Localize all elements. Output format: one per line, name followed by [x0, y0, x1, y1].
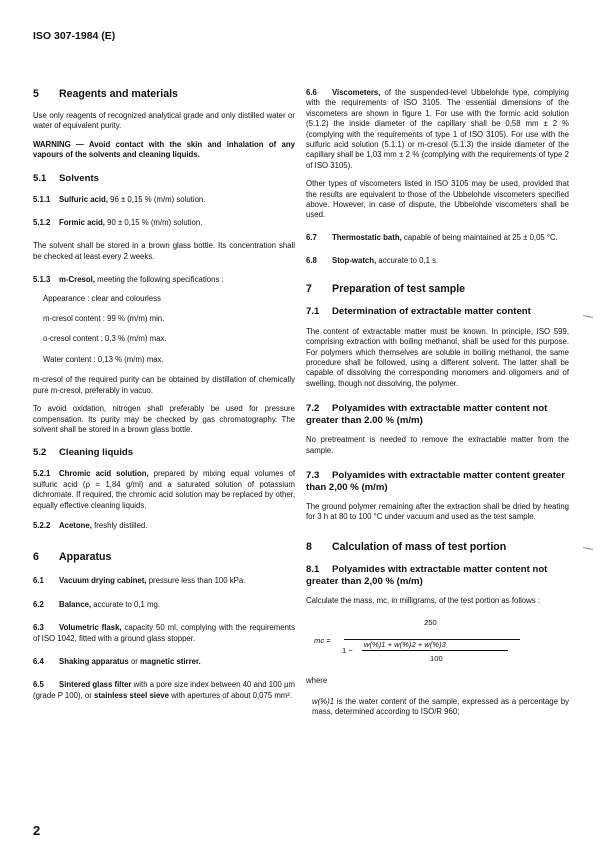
- clause-6-6-note: Other types of viscometers listed in ISO 3105 may be used, provided that the results are equivalent to those of the Ubbelohde viscometers specified above. However, in case of dispute, the Ubbelohde viscometers shall be used.: [306, 179, 569, 220]
- section-7-3-heading: 7.3 Polyamides with extractable matter content greater than 2,00 % (m/m): [306, 469, 565, 493]
- section-8-heading: 8 Calculation of mass of test portion: [306, 540, 507, 553]
- formula-inner-denominator: 100: [430, 654, 443, 664]
- clause-5-1-3-note-2: To avoid oxidation, nitrogen shall preferably be used for pressure compensation. Its purity may be checked by gas chromatography. The solvent shall be stored in a brown glass bottle.: [33, 404, 295, 434]
- section-5-warning: WARNING — Avoid contact with the skin and inhalation of any vapours of the solvents and cleaning liquids.: [33, 139, 295, 160]
- formula-inner-numerator: w(%)1 + w(%)2 + w(%)3: [364, 640, 446, 650]
- section-8-1-heading: 8.1 Polyamides with extractable matter content not greater than 2,00 % (m/m): [306, 563, 548, 587]
- spec-m-cresol: m-cresol content : 99 % (m/m) min.: [43, 314, 165, 324]
- clause-6-6: 6.6 Viscometers, of the suspended-level Ubbelohde type, complying with the requirements of ISO 3105. The essential dimensions of the viscometers are shown in figure 1. For use with the formic acid solution (5.1.2) the inside diameter of the capillary shall be 0,58 mm ± 2 % (complying with the requirements of type 1 of ISO 3105). For use with the sulfuric acid solution (5.1.1) or m-cresol (5.1.3) the inside diameter of the capillary shall be 1,03 mm ± 2 % (complying with the requirements of type 2 of ISO 3105).: [306, 88, 569, 170]
- section-8-1-text: Calculate the mass, mc, in milligrams, of the test portion as follows :: [306, 595, 540, 605]
- section-7-1-heading: 7.1 Determination of extractable matter content: [306, 305, 531, 317]
- formula-lhs: mc =: [314, 636, 331, 646]
- margin-mark: [583, 547, 593, 550]
- section-7-2-text: No pretreatment is needed to remove the extractable matter from the sample.: [306, 435, 569, 455]
- spec-appearance: Appearance : clear and colourless: [43, 293, 161, 303]
- clause-6-1: 6.1 Vacuum drying cabinet, pressure less than 100 kPa.: [33, 576, 246, 586]
- where-definition: w(%)1 is the water content of the sample, expressed as a percentage by mass, determined according to ISO/R 960;: [312, 696, 569, 716]
- clause-5-1-3: 5.1.3 m-Cresol, meeting the following specifications :: [33, 275, 224, 285]
- formula-one-minus: 1 −: [342, 646, 353, 656]
- section-7-1-text: The content of extractable matter must be known. In principle, ISO 599, comprising extraction with boiling methanol, shall be used for this purpose. For polymers which themselves are soluble in boiling methanol, the same procedure shall be followed, using a different solvent. The latter shall be capable of dissolving the corresponding monomers and oligomers and of swelling, though not dissolving, the polymer.: [306, 326, 569, 388]
- spec-water: Water content : 0,13 % (m/m) max.: [43, 354, 164, 364]
- section-5-intro: Use only reagents of recognized analytical grade and only distilled water or water of equivalent purity.: [33, 111, 295, 131]
- clause-6-3: 6.3 Volumetric flask, capacity 50 ml, complying with the requirements of ISO 1042, fitted with a ground glass stopper.: [33, 623, 295, 643]
- page-number: 2: [33, 823, 41, 838]
- clause-5-1-2-note: The solvent shall be stored in a brown glass bottle. Its concentration shall be checked at least every 2 weeks.: [33, 241, 295, 261]
- section-5-heading: 5 Reagents and materials: [33, 88, 178, 100]
- clause-6-8: 6.8 Stop-watch, accurate to 0,1 s.: [306, 256, 439, 266]
- spec-o-cresol: o-cresol content : 0,3 % (m/m) max.: [43, 334, 167, 344]
- margin-mark: [583, 315, 593, 318]
- formula-inner-bar: [362, 650, 508, 651]
- section-7-3-text: The ground polymer remaining after the extraction shall be dried by heating for 3 h at 80 to 100 °C under vacuum and used as the test sample.: [306, 501, 569, 522]
- clause-6-4: 6.4 Shaking apparatus or magnetic stirrer.: [33, 656, 201, 666]
- left-column: [33, 88, 295, 701]
- clause-6-2: 6.2 Balance, accurate to 0,1 mg.: [33, 599, 160, 609]
- section-7-2-heading: 7.2 Polyamides with extractable matter content not greater than 2.00 % (m/m): [306, 403, 548, 427]
- clause-5-2-2: 5.2.2 Acetone, freshly distilled.: [33, 520, 148, 530]
- section-5-1-heading: 5.1 Solvents: [33, 172, 99, 184]
- clause-5-1-2: 5.1.2 Formic acid, 90 ± 0,15 % (m/m) solution.: [33, 218, 203, 228]
- clause-6-7: 6.7 Thermostatic bath, capable of being maintained at 25 ± 0,05 °C.: [306, 232, 558, 242]
- right-column: [306, 88, 569, 717]
- document-header: ISO 307-1984 (E): [33, 30, 116, 42]
- clause-6-5: 6.5 Sintered glass filter with a pore size index between 40 and 100 µm (grade P 100), or stainless steel sieve with apertures of about 0,075 mm².: [33, 680, 295, 700]
- clause-5-2-1: 5.2.1 Chromic acid solution, prepared by mixing equal volumes of sulfuric acid (ρ = 1,84 g/ml) and a saturated solution of potassium dichromate. If required, the chromic acid solution may be replaced by other, equally effective cleaning liquids.: [33, 469, 296, 510]
- section-6-heading: 6 Apparatus: [33, 551, 112, 564]
- clause-5-1-3-note-1: m-cresol of the required purity can be obtained by distillation of chemically pure m-cresol, preferably in vacuo.: [33, 375, 295, 395]
- where-label: where: [306, 676, 328, 686]
- clause-5-1-1: 5.1.1 Sulfuric acid, 96 ± 0,15 % (m/m) solution.: [33, 194, 206, 204]
- formula-numerator: 250: [424, 618, 437, 628]
- section-5-2-heading: 5.2 Cleaning liquids: [33, 447, 134, 459]
- section-7-heading: 7 Preparation of test sample: [306, 282, 466, 295]
- mass-formula: [306, 614, 569, 670]
